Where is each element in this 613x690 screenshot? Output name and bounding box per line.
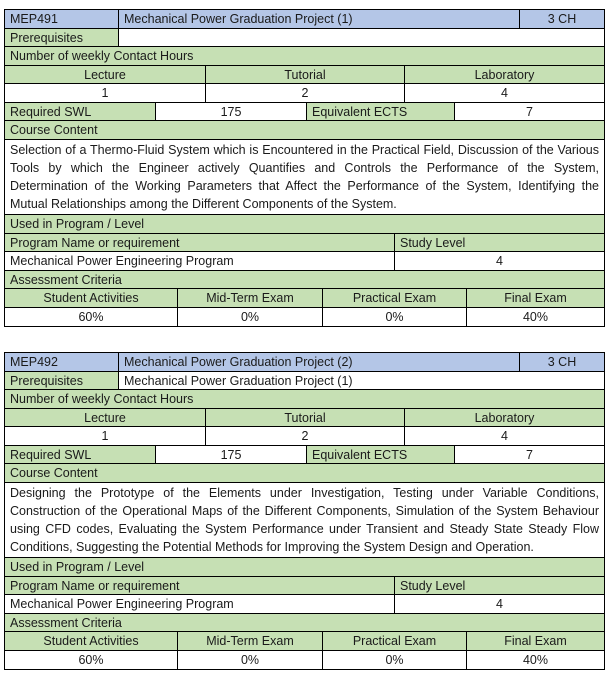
program-name-label: Program Name or requirement bbox=[5, 577, 395, 595]
tutorial-hours: 2 bbox=[206, 84, 405, 102]
credit-hours: 3 CH bbox=[547, 355, 577, 369]
course-header-row bbox=[5, 353, 604, 372]
tutorial-label: Tutorial bbox=[206, 66, 405, 84]
ects-value: 7 bbox=[455, 446, 604, 464]
prerequisites-row bbox=[5, 29, 604, 48]
hours-value-row bbox=[5, 427, 604, 446]
lecture-hours: 1 bbox=[5, 427, 206, 445]
course-table-mep492 bbox=[4, 352, 605, 670]
program-name-value: Mechanical Power Engineering Program bbox=[5, 595, 395, 613]
course-content-text: Selection of a Thermo-Fluid System which is Encountered in the Practical Field, Discussion of the Various Tools by which the Engineer actively Quantifies and Controls the Performance of the System, Determination of the Working Parameters that Affect the Performance of the System, Identifying the Mutual Relationships among the Different Components of the System. bbox=[10, 142, 599, 212]
study-level-value: 4 bbox=[496, 597, 503, 612]
weekly-hours-row bbox=[5, 47, 604, 66]
final-exam-value: 40% bbox=[522, 652, 549, 667]
lecture-label: Lecture bbox=[5, 66, 206, 84]
lecture-label: Lecture bbox=[5, 409, 206, 427]
final-exam-label: Final Exam bbox=[504, 291, 567, 306]
used-in-program-row bbox=[5, 215, 604, 234]
ects-value: 7 bbox=[455, 103, 604, 121]
weekly-hours-row bbox=[5, 390, 604, 409]
laboratory-hours: 4 bbox=[501, 429, 508, 443]
swl-row bbox=[5, 103, 604, 122]
course-header-row bbox=[5, 10, 604, 29]
program-header-row bbox=[5, 234, 604, 253]
course-title: Mechanical Power Graduation Project (2) bbox=[119, 353, 520, 371]
midterm-exam-value: 0% bbox=[178, 308, 323, 327]
hours-header-row bbox=[5, 66, 604, 85]
study-level-label: Study Level bbox=[400, 235, 466, 250]
final-exam-label: Final Exam bbox=[504, 634, 567, 649]
program-header-row bbox=[5, 577, 604, 596]
midterm-exam-label: Mid-Term Exam bbox=[178, 632, 323, 650]
practical-exam-value: 0% bbox=[323, 651, 467, 670]
program-name-label: Program Name or requirement bbox=[5, 234, 395, 252]
program-value-row bbox=[5, 252, 604, 271]
hours-value-row bbox=[5, 84, 604, 103]
assessment-header-row bbox=[5, 289, 604, 308]
midterm-exam-label: Mid-Term Exam bbox=[178, 289, 323, 307]
ects-label: Equivalent ECTS bbox=[307, 103, 455, 121]
program-name-value: Mechanical Power Engineering Program bbox=[5, 252, 395, 270]
assessment-value-row bbox=[5, 308, 604, 327]
required-swl-value: 175 bbox=[156, 446, 307, 464]
hours-header-row bbox=[5, 409, 604, 428]
assessment-criteria-label: Assessment Criteria bbox=[10, 272, 122, 287]
course-content-row bbox=[5, 483, 604, 559]
course-code: MEP491 bbox=[5, 10, 119, 28]
prerequisites-value: Mechanical Power Graduation Project (1) bbox=[119, 372, 604, 390]
course-content-label: Course Content bbox=[10, 123, 98, 137]
midterm-exam-value: 0% bbox=[178, 651, 323, 670]
practical-exam-value: 0% bbox=[323, 308, 467, 327]
course-content-text: Designing the Prototype of the Elements under Investigation, Testing under Variable Conditions, Construction of the Operational Maps of the Different Components, Simulation of the System Behaviour using CFD codes, Evaluating the System Performance under Transient and Steady State Steady Flow Conditions, Suggesting the Potential Methods for Improving the System Design and Operation. bbox=[10, 485, 599, 555]
prerequisites-label: Prerequisites bbox=[5, 372, 119, 390]
used-in-program-label: Used in Program / Level bbox=[10, 217, 145, 232]
assessment-label-row bbox=[5, 271, 604, 290]
final-exam-value: 40% bbox=[522, 309, 549, 324]
student-activities-label: Student Activities bbox=[5, 289, 178, 307]
assessment-value-row bbox=[5, 651, 604, 670]
student-activities-value: 60% bbox=[5, 308, 178, 327]
student-activities-label: Student Activities bbox=[5, 632, 178, 650]
assessment-header-row bbox=[5, 632, 604, 651]
course-content-label: Course Content bbox=[10, 466, 98, 480]
used-in-program-label: Used in Program / Level bbox=[10, 560, 145, 575]
ects-label: Equivalent ECTS bbox=[307, 446, 455, 464]
student-activities-value: 60% bbox=[5, 651, 178, 670]
lecture-hours: 1 bbox=[5, 84, 206, 102]
course-content-label-row bbox=[5, 464, 604, 483]
practical-exam-label: Practical Exam bbox=[323, 632, 467, 650]
laboratory-hours: 4 bbox=[501, 86, 508, 100]
laboratory-label: Laboratory bbox=[474, 410, 535, 425]
required-swl-label: Required SWL bbox=[5, 103, 156, 121]
used-in-program-row bbox=[5, 558, 604, 577]
study-level-value: 4 bbox=[496, 254, 503, 269]
course-title: Mechanical Power Graduation Project (1) bbox=[119, 10, 520, 28]
prerequisites-label: Prerequisites bbox=[5, 29, 119, 47]
assessment-criteria-label: Assessment Criteria bbox=[10, 615, 122, 630]
practical-exam-label: Practical Exam bbox=[323, 289, 467, 307]
course-code: MEP492 bbox=[5, 353, 119, 371]
study-level-label: Study Level bbox=[400, 578, 466, 593]
course-content-label-row bbox=[5, 121, 604, 140]
swl-row bbox=[5, 446, 604, 465]
course-table-mep491 bbox=[4, 9, 605, 327]
program-value-row bbox=[5, 595, 604, 614]
prerequisites-row bbox=[5, 372, 604, 391]
prerequisites-value bbox=[119, 29, 604, 47]
tutorial-label: Tutorial bbox=[206, 409, 405, 427]
course-content-row bbox=[5, 140, 604, 216]
required-swl-value: 175 bbox=[156, 103, 307, 121]
assessment-label-row bbox=[5, 614, 604, 633]
weekly-hours-label: Number of weekly Contact Hours bbox=[10, 49, 194, 63]
required-swl-label: Required SWL bbox=[5, 446, 156, 464]
credit-hours: 3 CH bbox=[547, 12, 577, 26]
laboratory-label: Laboratory bbox=[474, 67, 535, 82]
tutorial-hours: 2 bbox=[206, 427, 405, 445]
weekly-hours-label: Number of weekly Contact Hours bbox=[10, 392, 194, 406]
